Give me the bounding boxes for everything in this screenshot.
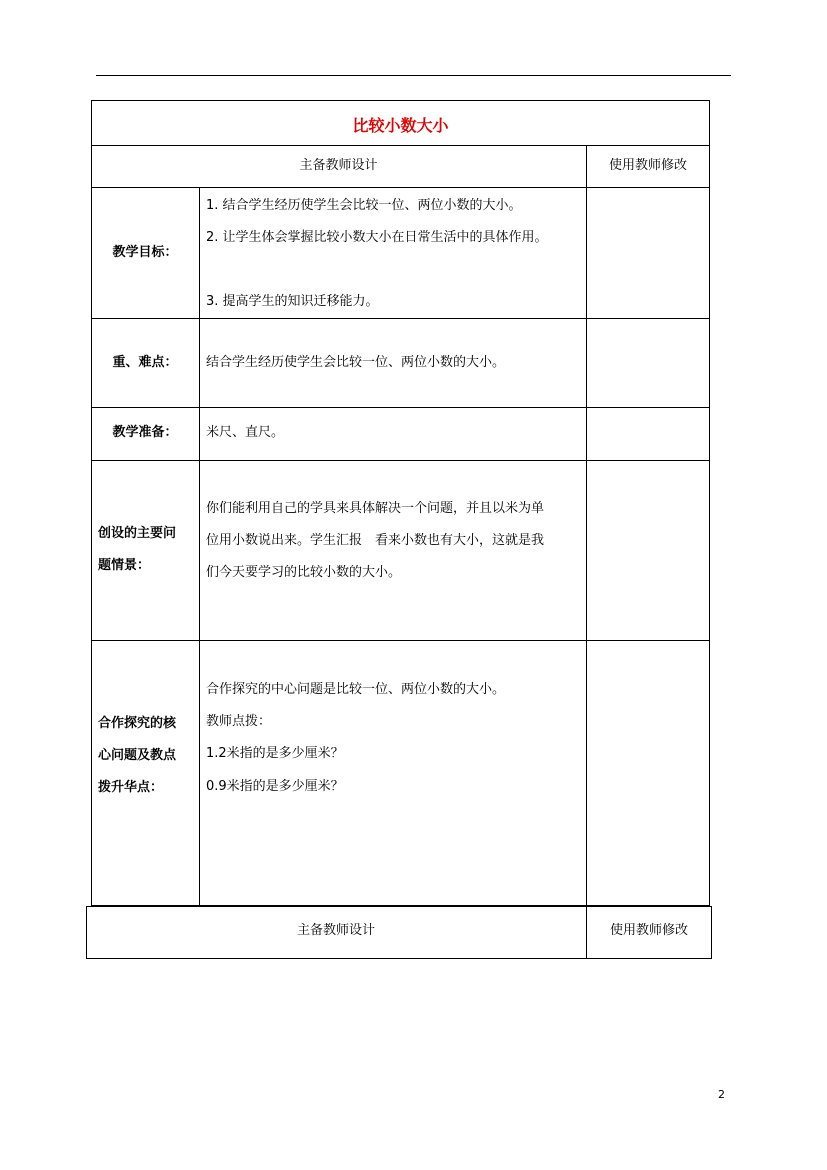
inquiry-line: 合作探究的中心问题是比较一位、两位小数的大小。 (206, 682, 506, 697)
row-divider (91, 318, 710, 319)
inquiry-line: 0.9米指的是多少厘米？ (206, 779, 344, 794)
row-divider (91, 407, 710, 408)
preparation-content: 米尺、直尺。 (206, 425, 285, 440)
objective-item: 2. 让学生体会掌握比较小数大小在日常生活中的具体作用。 (206, 230, 548, 245)
footer-header-main-design: 主备教师设计 (296, 923, 375, 938)
key-points-label: 重、难点： (112, 355, 178, 370)
inquiry-label-line: 拨升华点： (98, 780, 164, 795)
inquiry-label-line: 心问题及教点 (98, 748, 177, 763)
objective-item: 3. 提高学生的知识迁移能力。 (206, 294, 379, 309)
preparation-label: 教学准备： (112, 425, 178, 440)
footer-header-revision: 使用教师修改 (609, 923, 688, 938)
scenario-label-line: 题情景： (98, 558, 151, 573)
header-revision: 使用教师修改 (608, 158, 687, 173)
document-title: 比较小数大小 (352, 116, 449, 135)
row-divider (91, 145, 710, 146)
header-main-design: 主备教师设计 (299, 158, 378, 173)
scenario-line: 们今天要学习的比较小数的大小。 (206, 565, 402, 580)
header-rule (96, 75, 731, 76)
inquiry-line: 1.2米指的是多少厘米？ (206, 746, 344, 761)
objective-item: 1. 结合学生经历使学生会比较一位、两位小数的大小。 (206, 198, 522, 213)
column-divider (199, 187, 200, 906)
inquiry-label-line: 合作探究的核 (98, 716, 177, 731)
page-number: 2 (718, 1088, 725, 1101)
scenario-label-line: 创设的主要问 (98, 526, 177, 541)
row-divider (91, 640, 710, 641)
scenario-line: 你们能利用自己的学具来具体解决一个问题，并且以米为单 (206, 501, 545, 516)
row-divider (91, 187, 710, 188)
scenario-line: 位用小数说出来。学生汇报 看来小数也有大小，这就是我 (206, 533, 545, 548)
column-divider (586, 145, 587, 906)
key-points-content: 结合学生经历使学生会比较一位、两位小数的大小。 (206, 355, 506, 370)
inquiry-line: 教师点拨： (206, 714, 272, 729)
row-divider (91, 460, 710, 461)
objectives-label: 教学目标： (112, 245, 178, 260)
